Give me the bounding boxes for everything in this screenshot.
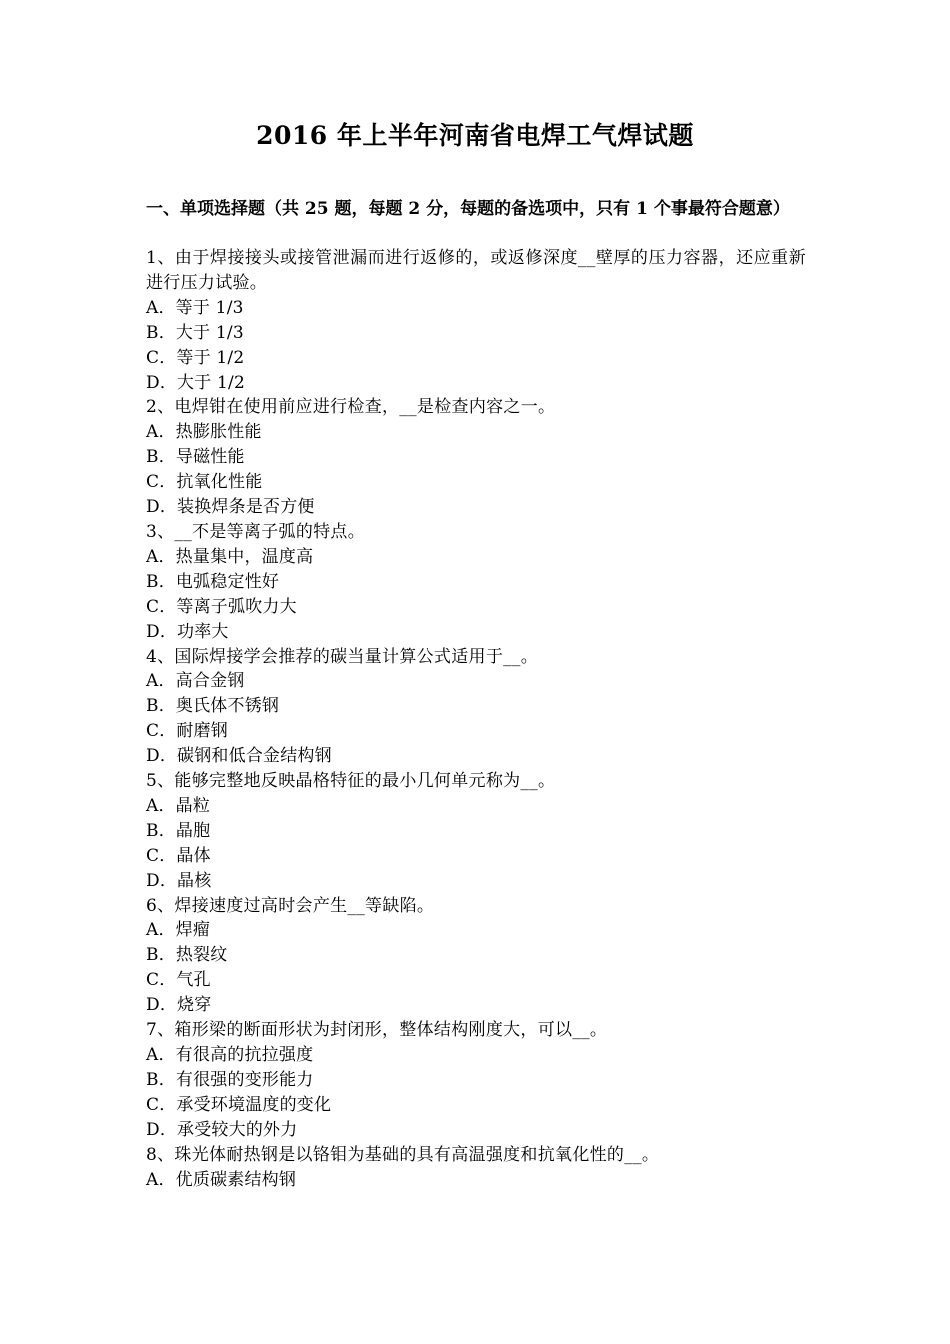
answer-option: A．等于 1/3 xyxy=(146,297,244,318)
question-stem: 7、箱形梁的断面形状为封闭形，整体结构刚度大，可以__。 xyxy=(146,1020,608,1041)
question-item xyxy=(146,395,806,520)
answer-option: D．装换焊条是否方便 xyxy=(146,497,315,518)
question-stem: 4、国际焊接学会推荐的碳当量计算公式适用于__。 xyxy=(146,646,539,667)
question-item xyxy=(146,769,806,894)
answer-option: B．电弧稳定性好 xyxy=(146,571,280,592)
answer-option: A．焊瘤 xyxy=(146,920,211,941)
question-item xyxy=(146,1018,806,1143)
question-item xyxy=(146,246,806,395)
answer-option: B．晶胞 xyxy=(146,820,211,841)
answer-option: D．大于 1/2 xyxy=(146,372,245,393)
question-item xyxy=(146,520,806,645)
answer-option: D．烧穿 xyxy=(146,995,212,1016)
answer-option: C．晶体 xyxy=(146,845,211,866)
answer-option: C．等离子弧吹力大 xyxy=(146,596,297,617)
answer-option: C．抗氧化性能 xyxy=(146,472,263,493)
answer-option: D．功率大 xyxy=(146,621,229,642)
question-stem: 8、珠光体耐热钢是以铬钼为基础的具有高温强度和抗氧化性的__。 xyxy=(146,1144,660,1165)
answer-option: A．优质碳素结构钢 xyxy=(146,1169,297,1190)
answer-option: B．奥氏体不锈钢 xyxy=(146,696,280,717)
question-stem: 1、由于焊接接头或接管泄漏而进行返修的，或返修深度__壁厚的压力容器，还应重新进行压力试验。 xyxy=(146,248,806,293)
answer-option: A．高合金钢 xyxy=(146,671,245,692)
answer-option: C．气孔 xyxy=(146,970,211,991)
question-item xyxy=(146,1143,806,1193)
answer-option: C．承受环境温度的变化 xyxy=(146,1094,332,1115)
answer-option: A．热量集中，温度高 xyxy=(146,546,314,567)
answer-option: D．碳钢和低合金结构钢 xyxy=(146,746,332,767)
answer-option: D．承受较大的外力 xyxy=(146,1119,298,1140)
question-list xyxy=(146,246,806,1192)
answer-option: B．导磁性能 xyxy=(146,447,245,468)
answer-option: C．等于 1/2 xyxy=(146,347,245,368)
answer-option: B．大于 1/3 xyxy=(146,322,244,343)
section-heading: 一、单项选择题（共 25 题，每题 2 分，每题的备选项中，只有 1 个事最符合题意） xyxy=(146,199,790,219)
question-stem: 2、电焊钳在使用前应进行检查，__是检查内容之一。 xyxy=(146,397,556,418)
answer-option: D．晶核 xyxy=(146,870,212,891)
answer-option: B．有很强的变形能力 xyxy=(146,1069,314,1090)
question-stem: 5、能够完整地反映晶格特征的最小几何单元称为__。 xyxy=(146,771,556,792)
answer-option: B．热裂纹 xyxy=(146,945,228,966)
question-item xyxy=(146,894,806,1019)
document-title: 2016 年上半年河南省电焊工气焊试题 xyxy=(256,121,694,150)
answer-option: A．晶粒 xyxy=(146,795,211,816)
answer-option: C．耐磨钢 xyxy=(146,721,229,742)
answer-option: A．有很高的抗拉强度 xyxy=(146,1045,314,1065)
question-item xyxy=(146,645,806,770)
question-stem: 3、__不是等离子弧的特点。 xyxy=(146,521,366,542)
question-stem: 6、焊接速度过高时会产生__等缺陷。 xyxy=(146,895,435,916)
answer-option: A．热膨胀性能 xyxy=(146,422,262,443)
